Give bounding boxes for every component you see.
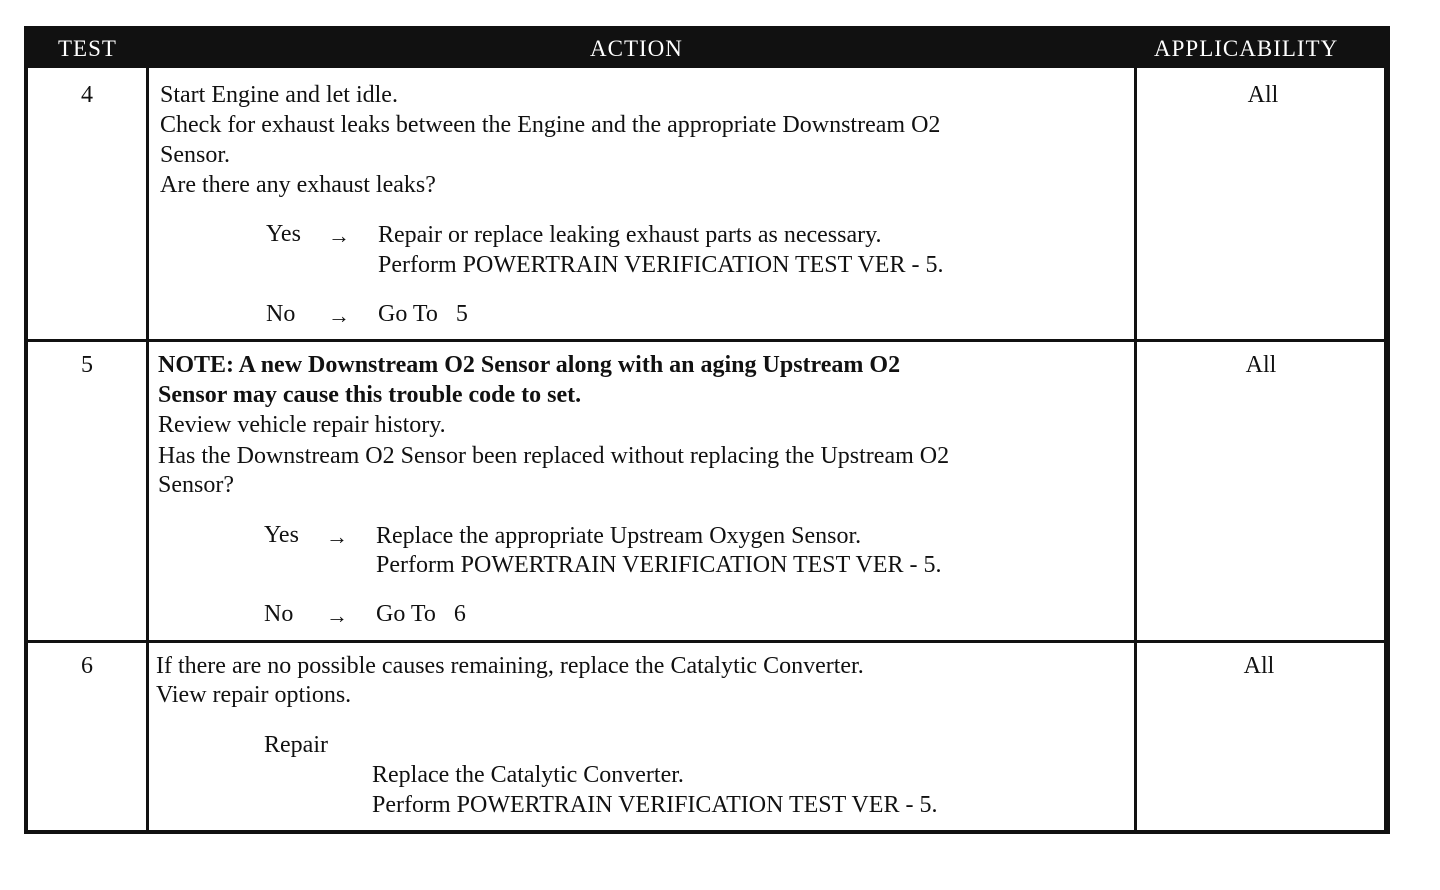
no-label: No [266, 301, 296, 327]
repair-action: Replace the Catalytic Converter. [372, 762, 684, 788]
right-arrow-icon: → [328, 223, 350, 248]
table-row [28, 643, 1386, 834]
action-line: Sensor. [160, 142, 231, 168]
yes-action: Replace the appropriate Upstream Oxygen Sensor. [376, 523, 862, 549]
yes-label: Yes [264, 522, 299, 548]
action-line: Review vehicle repair history. [158, 412, 446, 438]
right-arrow-icon: → [326, 524, 348, 549]
action-line: Check for exhaust leaks between the Engine and the appropriate Downstream O2 [160, 112, 941, 138]
yes-action: Repair or replace leaking exhaust parts as necessary. [378, 222, 882, 248]
test-number: 4 [81, 82, 93, 108]
action-question: Sensor? [158, 472, 234, 498]
yes-label: Yes [266, 221, 301, 247]
test-number: 5 [81, 352, 93, 378]
right-arrow-icon: → [326, 603, 348, 628]
yes-action: Perform POWERTRAIN VERIFICATION TEST VER - 5. [376, 552, 942, 578]
action-line: Start Engine and let idle. [160, 82, 398, 108]
no-action: Go To 6 [376, 601, 466, 627]
test-number: 6 [81, 653, 93, 679]
header-applicability: APPLICABILITY [1154, 36, 1339, 61]
applicability-value: All [1247, 82, 1279, 108]
note-line: NOTE: A new Downstream O2 Sensor along with an aging Upstream O2 [158, 352, 901, 378]
diagnostic-table [24, 26, 1390, 834]
right-arrow-icon: → [328, 303, 350, 328]
no-action: Go To 5 [378, 301, 468, 327]
applicability-value: All [1243, 653, 1275, 679]
header-test: TEST [58, 36, 117, 61]
action-line: Has the Downstream O2 Sensor been replaced without replacing the Upstream O2 [158, 443, 950, 469]
yes-action: Perform POWERTRAIN VERIFICATION TEST VER - 5. [378, 252, 944, 278]
table-header [28, 30, 1386, 68]
repair-label: Repair [264, 732, 328, 758]
applicability-value: All [1245, 352, 1277, 378]
table-row [28, 68, 1386, 339]
note-line: Sensor may cause this trouble code to set. [158, 382, 582, 408]
no-label: No [264, 601, 294, 627]
table-row [28, 342, 1386, 640]
action-line: View repair options. [156, 682, 352, 708]
action-question: Are there any exhaust leaks? [160, 172, 436, 198]
repair-action: Perform POWERTRAIN VERIFICATION TEST VER - 5. [372, 792, 938, 818]
action-line: If there are no possible causes remaining, replace the Catalytic Converter. [156, 653, 864, 679]
header-action: ACTION [590, 36, 683, 61]
